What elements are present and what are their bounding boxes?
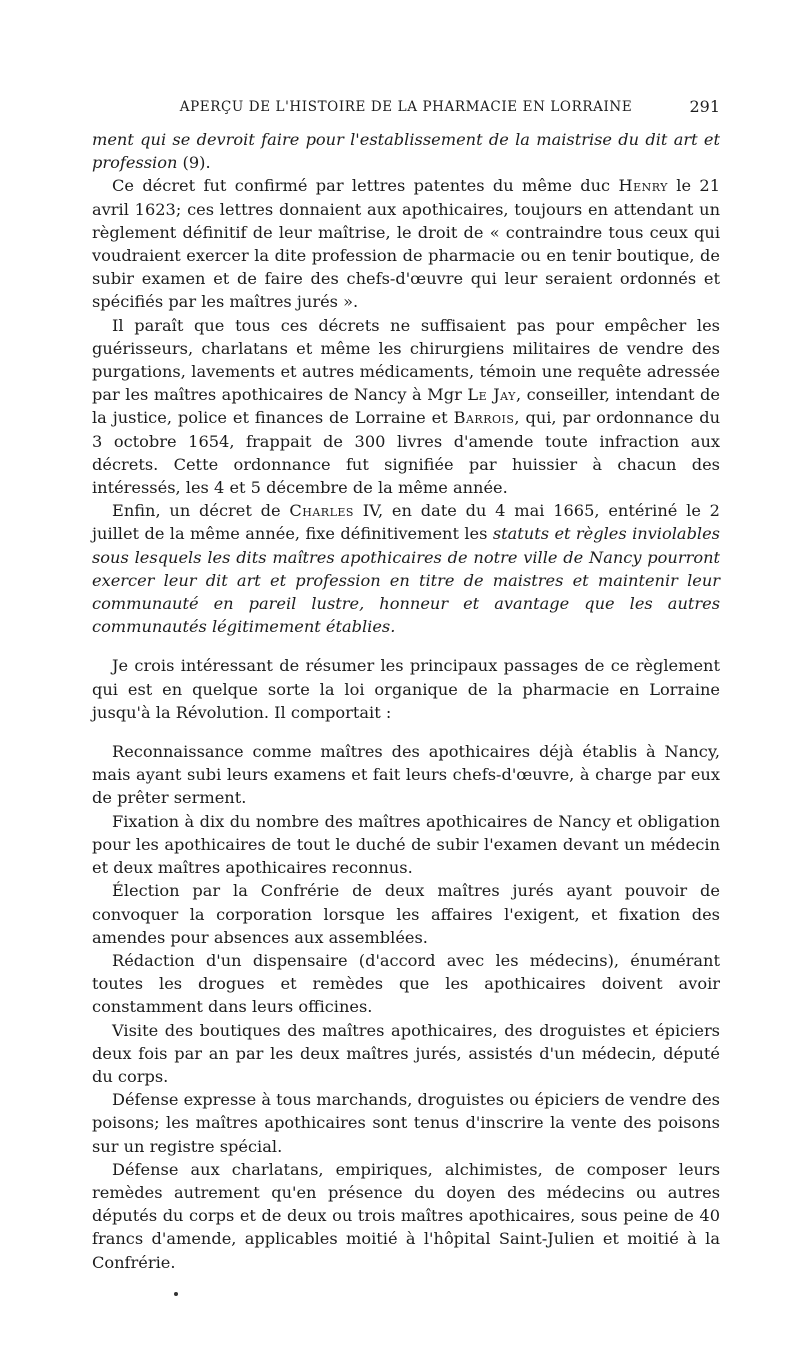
paragraph: Ce décret fut confirmé par lettres patentes du même duc Henry le 21 avril 1623; ces lettres donnaient aux apothicaires, toujours en attendant un règlement définitif de leur maîtrise, le droit de « contraindre tous ceux qui voudraient exercer la dite profession de pharmacie ou en tenir boutique, de subir examen et de faire des chefs-d'œuvre qui leur seraient ordonnés et spécifiés par les maîtres jurés ».: [92, 176, 720, 312]
list-item: Défense aux charlatans, empiriques, alchimistes, de composer leurs remèdes autrement qu'en présence du doyen des médecins ou autres députés du corps et de deux ou trois maîtres apothicaires, sous peine de 40 francs d'amende, applicables moitié à l'hôpital Saint-Julien et moitié à la Confrérie.: [92, 1159, 720, 1272]
list-item: Rédaction d'un dispensaire (d'accord avec les médecins), énumérant toutes les drogues et remèdes que les apothicaires doivent avoir constamment dans leurs officines.: [92, 950, 720, 1017]
italic-quote: ment qui se devroit faire pour l'establissement de la maistrise du dit art et profession: [92, 130, 720, 173]
person-name: Henry: [618, 176, 668, 196]
list-item: Défense expresse à tous marchands, droguistes ou épiciers de vendre des poisons; les maîtres apothicaires sont tenus d'inscrire la vente des poisons sur un registre spécial.: [92, 1090, 720, 1156]
list-item: Visite des boutiques des maîtres apothicaires, des droguistes et épiciers deux fois par an par les deux maîtres jurés, assistés d'un médecin, député du corps.: [92, 1020, 720, 1086]
list-item: Fixation à dix du nombre des maîtres apothicaires de Nancy et obligation pour les apothicaires de tout le duché de subir l'examen devant un médecin et deux maîtres apothicaires reconnus.: [92, 811, 720, 878]
place-name: Barrois: [453, 408, 515, 428]
list-item: Reconnaissance comme maîtres des apothicaires déjà établis à Nancy, mais ayant subi leurs examens et fait leurs chefs-d'œuvre, à charge par eux de prêter serment.: [92, 742, 720, 808]
ink-speck: [174, 1292, 178, 1296]
page-number: 291: [689, 97, 720, 116]
italic-quote: statuts et règles inviolables sous lesquels les dits maîtres apothicaires de notre ville de Nancy pourront exercer leur dit art et profession en titre de maistres et maintenir leur communauté en pareil lustre, honneur et avantage que les autres communautés légitimement établies.: [92, 524, 720, 637]
footnote-reference: (9).: [177, 153, 211, 173]
page-header: [92, 96, 720, 118]
body-text: [92, 128, 720, 1274]
paragraph: Je crois intéressant de résumer les principaux passages de ce règlement qui est en quelque sorte la loi organique de la pharmacie en Lorraine jusqu'à la Révolution. Il comportait :: [92, 656, 720, 722]
person-name: Charles: [289, 501, 354, 521]
list-item: Élection par la Confrérie de deux maîtres jurés ayant pouvoir de convoquer la corporation lorsque les affaires l'exigent, et fixation des amendes pour absences aux assemblées.: [92, 881, 720, 947]
running-head: APERÇU DE L'HISTOIRE DE LA PHARMACIE EN LORRAINE: [179, 99, 633, 115]
paragraph-continuation: [92, 128, 720, 174]
paragraph: Il paraît que tous ces décrets ne suffisaient pas pour empêcher les guérisseurs, charlatans et même les chirurgiens militaires de vendre des purgations, lavements et autres médicaments, témoin une requête adressée par les maîtres apothicaires de Nancy à Mgr Le Jay, conseiller, intendant de la justice, police et finances de Lorraine et Barrois, qui, par ordonnance du 3 octobre 1654, frappait de 300 livres d'amende toute infraction aux décrets. Cette ordonnance fut signifiée par huissier à chacun des intéressés, les 4 et 5 décembre de la même année.: [92, 315, 720, 498]
person-name: Le Jay: [467, 385, 516, 405]
paragraph: Enfin, un décret de Charles IV, en date du 4 mai 1665, entériné le 2 juillet de la même année, fixe définitivement les statuts et règles inviolables sous lesquels les dits maîtres apothicaires de notre ville de Nancy pourront exercer leur dit art et profession en titre de maistres et maintenir leur communauté en pareil lustre, honneur et avantage que les autres communautés légitimement établies.: [92, 501, 720, 637]
